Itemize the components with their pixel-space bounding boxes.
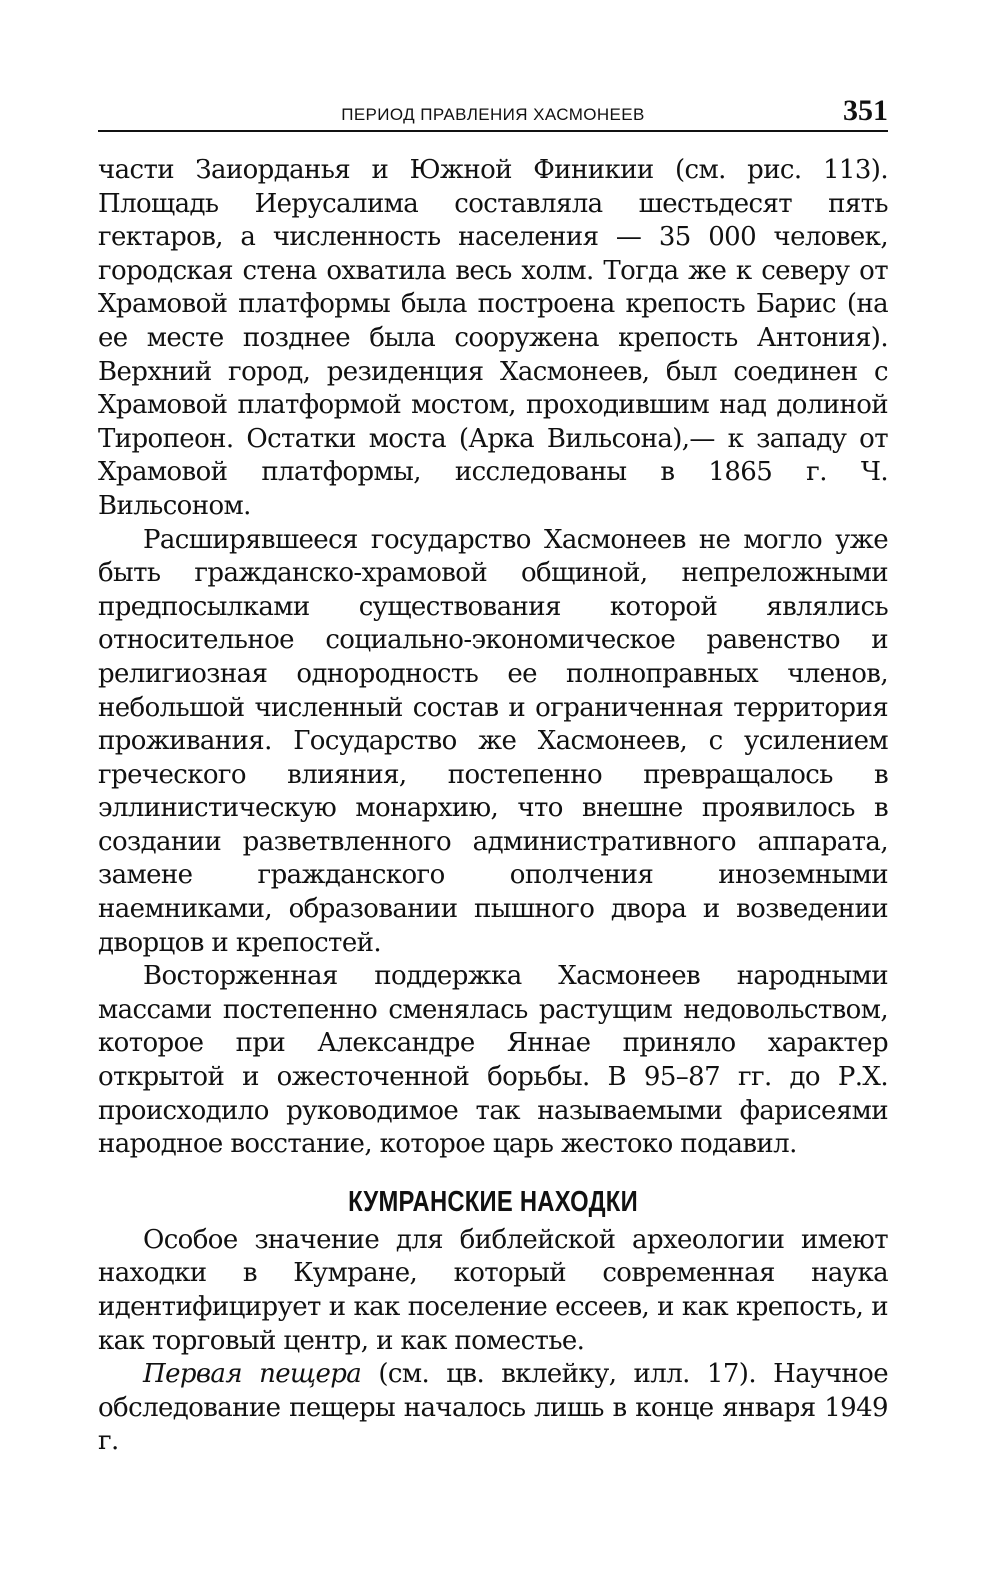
body-text [98, 154, 888, 1459]
running-title: ПЕРИОД ПРАВЛЕНИЯ ХАСМОНЕЕВ [341, 105, 645, 124]
paragraph [98, 1358, 888, 1459]
paragraph: Особое значение для библейской археологии имеют находки в Кумране, который современная наука идентифицирует и как поселение ессеев, и как крепость, и как торговый центр, и как поместье. [98, 1224, 888, 1356]
paragraph: Восторженная поддержка Хасмонеев народными массами постепенно сменялась растущим недовольством, которое при Александре Яннае приняло характер открытой и ожесточенной борьбы. В 95–87 гг. до Р.Х. происходило руководимое так называемыми фарисеями народное восстание, которое царь жестоко подавил. [98, 961, 888, 1160]
book-page [98, 92, 888, 1459]
paragraph-text: (см. цв. вклейку, илл. 17). Научное обследование пещеры началось лишь в конце января 1949 г. [98, 1359, 888, 1457]
paragraph: Расширявшееся государство Хасмонеев не могло уже быть гражданско-храмовой общиной, непреложными предпосылками существования которой являлись относительное социально-экономическое равенство и религиозная однородность ее полноправных членов, небольшой численный состав и ограниченная территория проживания. Государство же Хасмонеев, с усилением греческого влияния, постепенно превращалось в эллинистическую монархию, что внешне проявилось в создании разветвленного административного аппарата, замене гражданского ополчения иноземными наемниками, образовании пышного двора и возведении дворцов и крепостей. [98, 524, 888, 958]
section-heading: КУМРАНСКИЕ НАХОДКИ [348, 1185, 638, 1218]
running-header [98, 92, 888, 132]
italic-lead: Первая пещера [143, 1359, 362, 1390]
page-number: 351 [843, 94, 888, 127]
paragraph-continued: части Заиорданья и Южной Финикии (см. рис. 113). Площадь Иерусалима составляла шестьдесят пять гектаров, а численность населения — 35 000 человек, городская стена охватила весь холм. Тогда же к северу от Храмовой платформы была построена крепость Барис (на ее месте позднее была сооружена крепость Антония). Верхний город, резиденция Хасмонеев, был соединен с Храмовой платформой мостом, проходившим над долиной Тиропеон. Остатки моста (Арка Вильсона),— к западу от Храмовой платформы, исследованы в 1865 г. Ч. Вильсоном. [98, 155, 888, 521]
